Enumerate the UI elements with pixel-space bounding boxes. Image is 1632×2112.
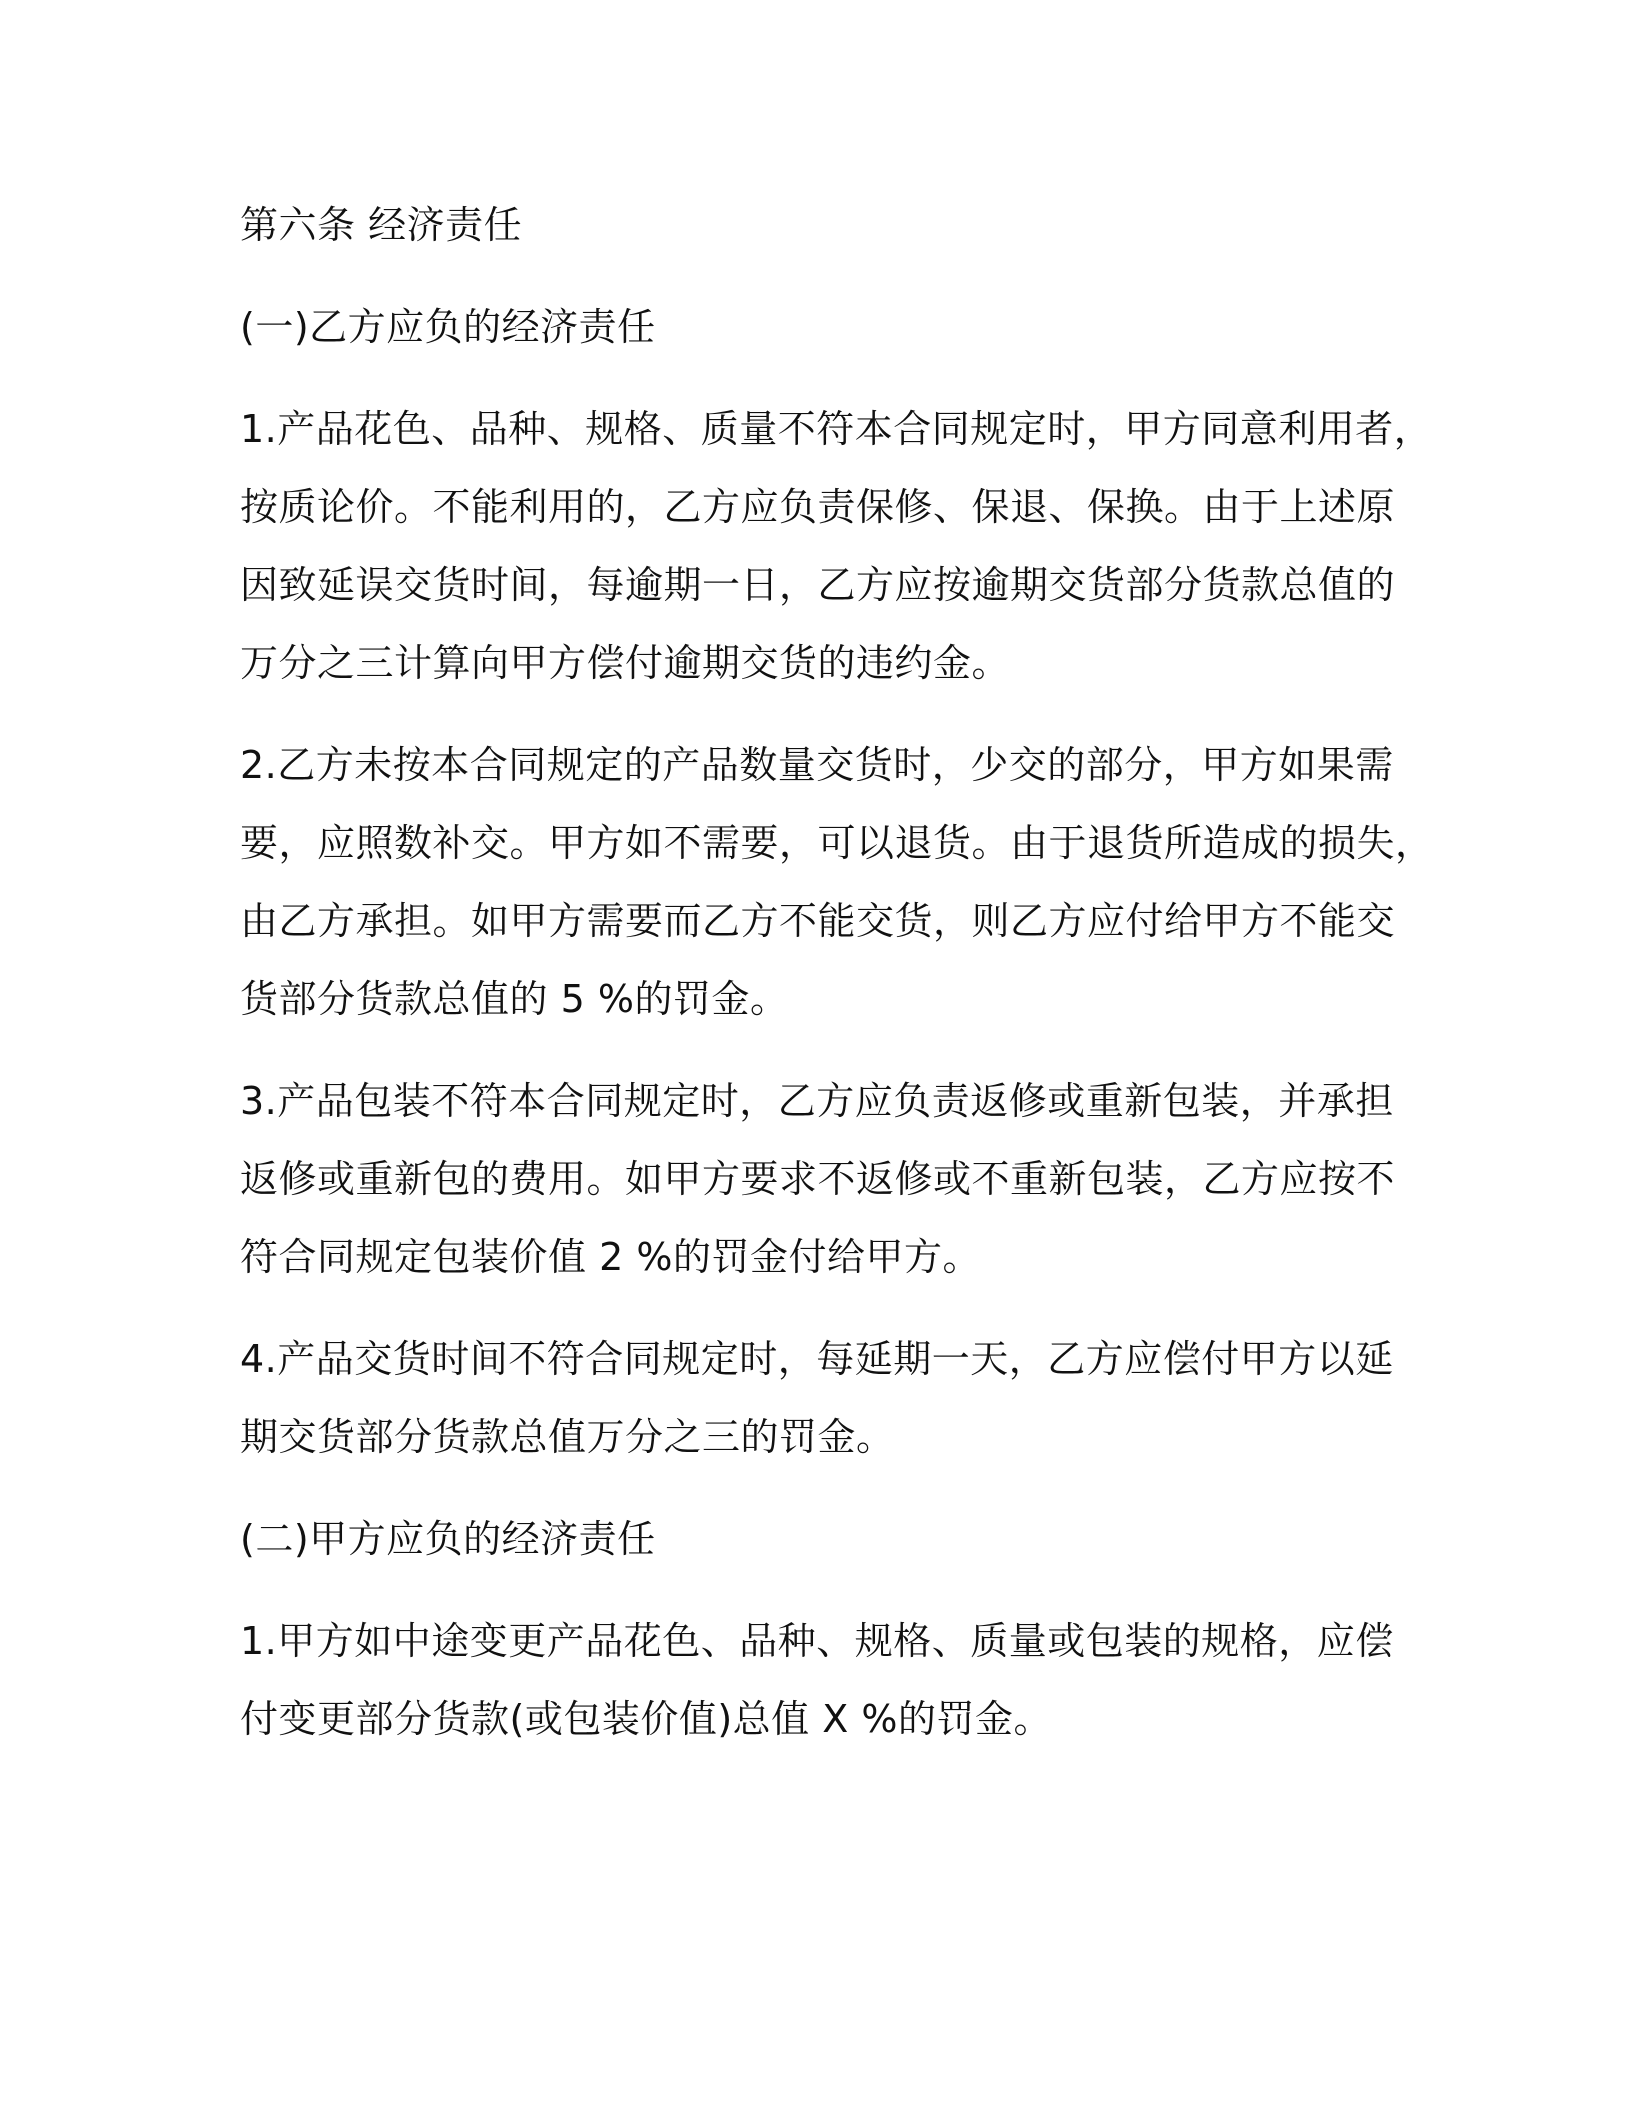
article-title: 第六条 经济责任 — [240, 203, 523, 247]
clause-3-packaging — [240, 1062, 1396, 1296]
clause-4-delivery-time — [240, 1320, 1394, 1476]
clause-line: 4.产品交货时间不符合同规定时，每延期一天，乙方应偿付甲方以延 — [240, 1337, 1394, 1381]
clause-line: 1.甲方如中途变更产品花色、品种、规格、质量或包装的规格，应偿 — [240, 1619, 1394, 1663]
clause-line: 符合同规定包装价值 2 %的罚金付给甲方。 — [240, 1235, 981, 1279]
clause-line: 2.乙方未按本合同规定的产品数量交货时，少交的部分，甲方如果需 — [240, 743, 1394, 787]
clause-2-quantity — [240, 726, 1434, 1038]
section-heading-party-b: (一)乙方应负的经济责任 — [240, 305, 656, 349]
clause-line: 按质论价。不能利用的，乙方应负责保修、保退、保换。由于上述原 — [240, 485, 1396, 529]
clause-line: 1.产品花色、品种、规格、质量不符本合同规定时，甲方同意利用者， — [240, 407, 1433, 451]
clause-1-quality — [240, 390, 1433, 702]
clause-line: 要，应照数补交。甲方如不需要，可以退货。由于退货所造成的损失， — [240, 821, 1434, 865]
clause-line: 由乙方承担。如甲方需要而乙方不能交货，则乙方应付给甲方不能交 — [240, 899, 1396, 943]
clause-line: 货部分货款总值的 5 %的罚金。 — [240, 977, 789, 1021]
clause-line: 返修或重新包的费用。如甲方要求不返修或不重新包装，乙方应按不 — [240, 1157, 1396, 1201]
clause-line: 万分之三计算向甲方偿付逾期交货的违约金。 — [240, 641, 1011, 685]
clause-line: 期交货部分货款总值万分之三的罚金。 — [240, 1415, 895, 1459]
section-heading-party-a: (二)甲方应负的经济责任 — [240, 1517, 656, 1561]
clause-line: 付变更部分货款(或包装价值)总值 X %的罚金。 — [240, 1697, 1052, 1741]
clause-line: 因致延误交货时间，每逾期一日，乙方应按逾期交货部分货款总值的 — [240, 563, 1396, 607]
document-body — [240, 186, 1434, 1782]
clause-1-change-specs — [240, 1602, 1394, 1758]
clause-line: 3.产品包装不符本合同规定时，乙方应负责返修或重新包装，并承担 — [240, 1079, 1394, 1123]
